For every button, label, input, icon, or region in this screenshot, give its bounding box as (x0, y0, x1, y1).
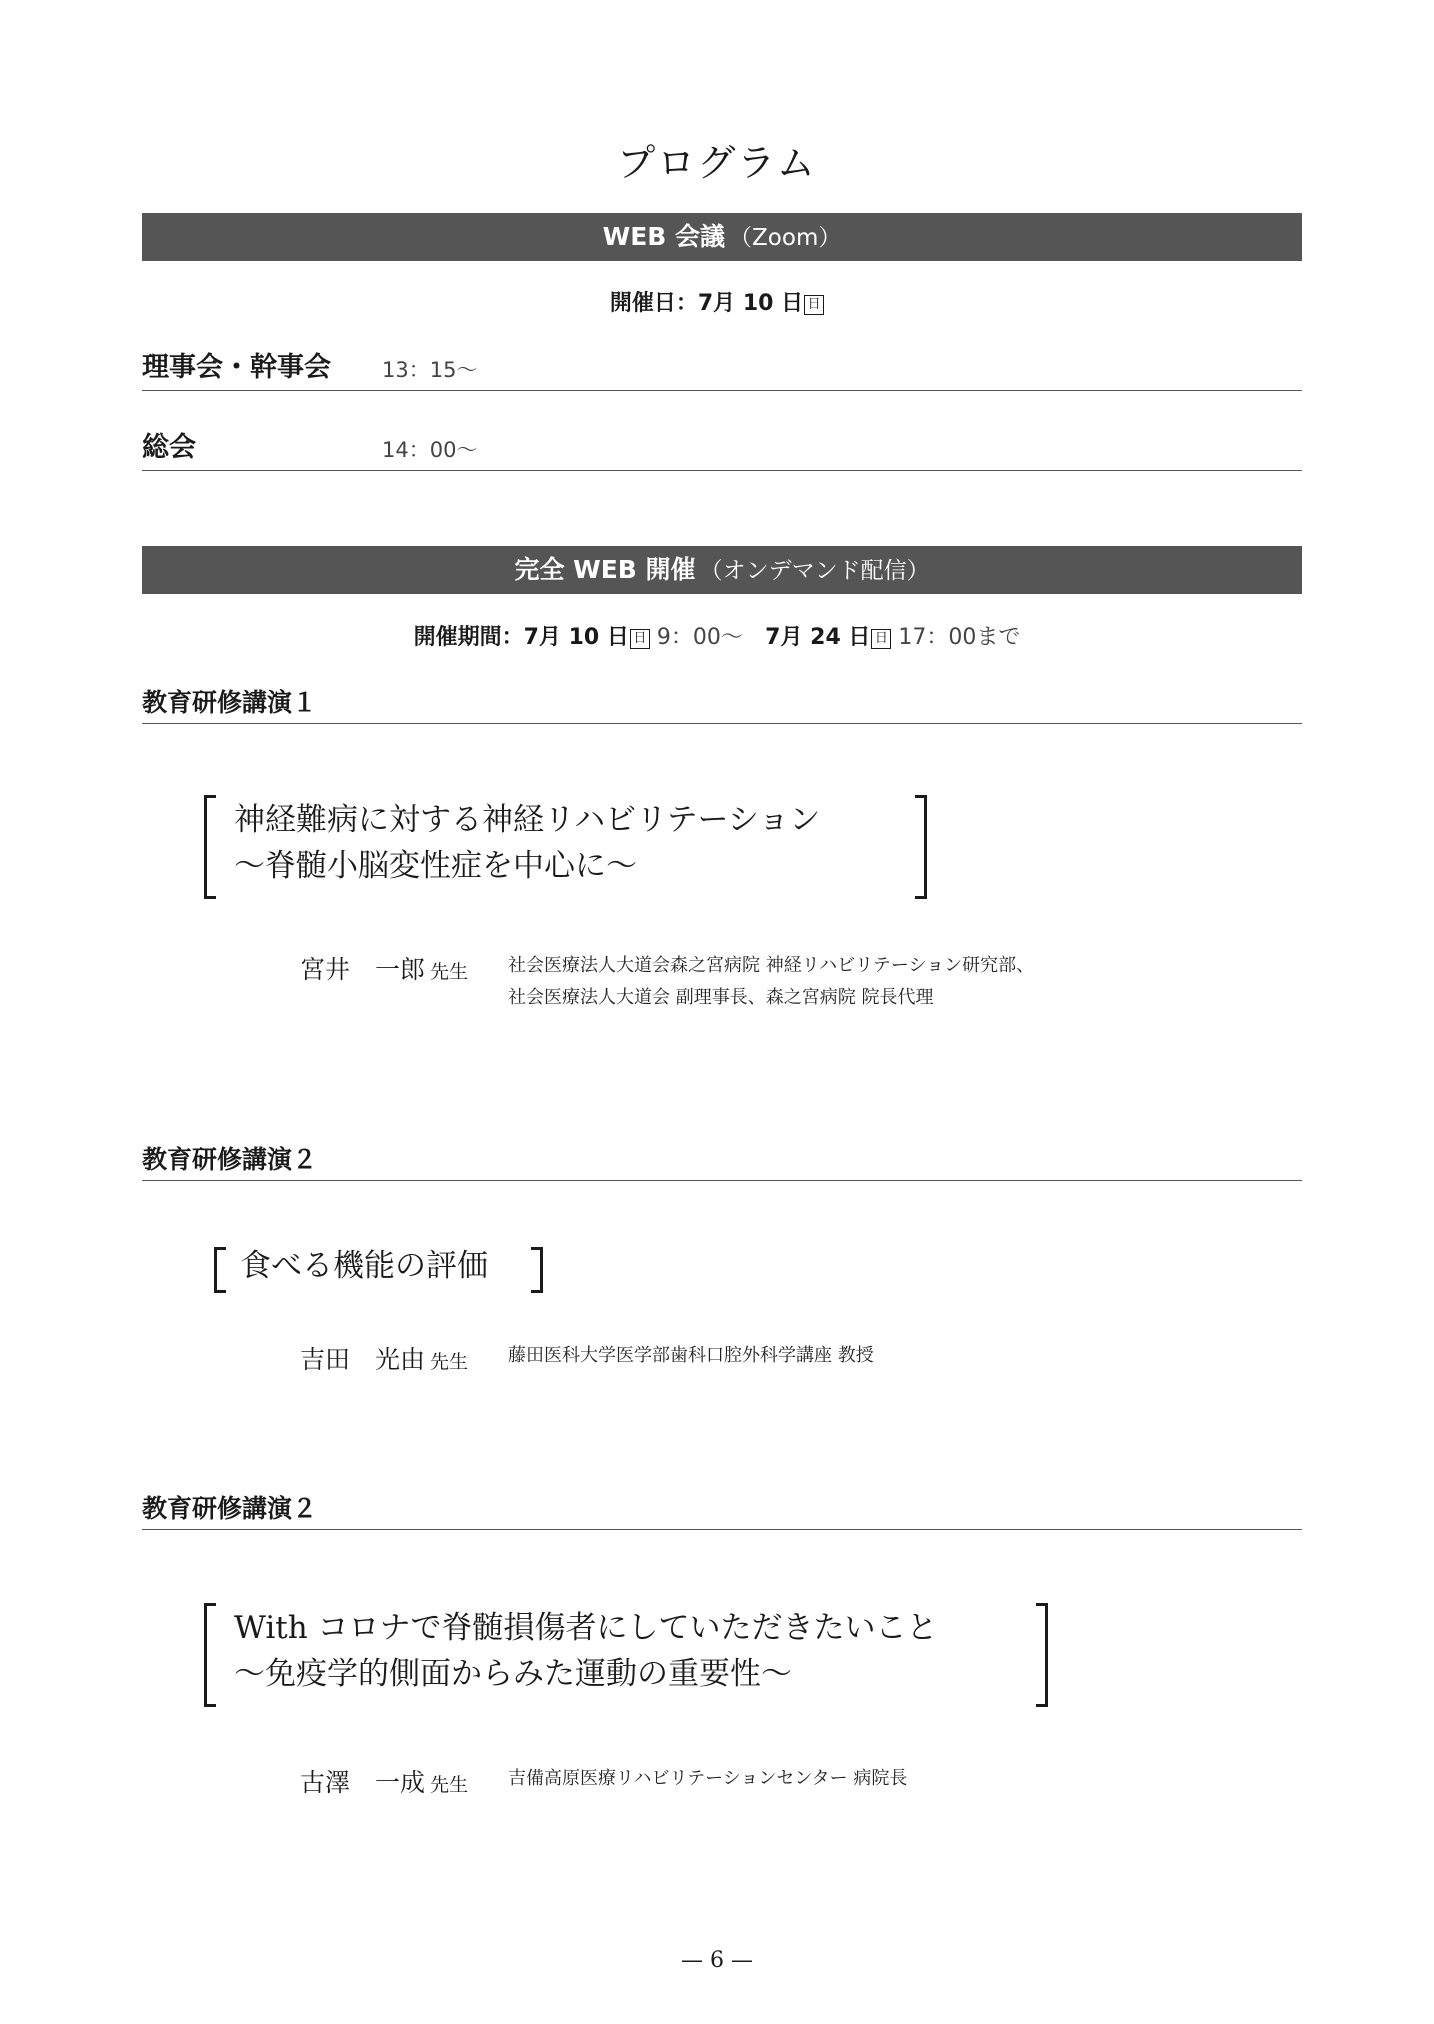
lecture-section-header (142, 1489, 1302, 1530)
lecture-title-line2: 〜免疫学的側面からみた運動の重要性〜 (234, 1656, 792, 1692)
date-label: 開催日： (609, 291, 698, 316)
web-meeting-date (0, 286, 1434, 317)
date-value: 7月 10 日 (697, 291, 804, 316)
affiliation-line1: 社会医療法人大道会森之宮病院 神経リハビリテーション研究部、 (508, 955, 1035, 976)
agenda-label: 理事会・幹事会 (142, 352, 331, 383)
start-time: 9：00〜 (649, 625, 750, 650)
lecture-title-line2: 〜脊髄小脳変性症を中心に〜 (234, 848, 637, 884)
agenda-row-board (142, 346, 1302, 391)
bracket-right (915, 795, 927, 899)
agenda-label: 総会 (142, 432, 196, 463)
full-web-header-bar (142, 546, 1302, 594)
bracket-left (204, 1603, 216, 1707)
bracket-left (214, 1247, 226, 1293)
lecture-title (240, 1243, 488, 1289)
bracket-right (1036, 1603, 1048, 1707)
agenda-row-general (142, 426, 1302, 471)
speaker-affiliation (508, 1763, 907, 1795)
day-badge: 日 (804, 295, 824, 315)
lecture-title (234, 797, 820, 889)
speaker-honorific: 先生 (430, 1774, 469, 1796)
full-web-bar-title: 完全 WEB 開催 (514, 555, 696, 584)
web-meeting-header-bar (142, 213, 1302, 261)
speaker-affiliation (508, 1340, 874, 1372)
speaker-name: 吉田 光由 (300, 1345, 426, 1374)
lecture-title-line1: 神経難病に対する神経リハビリテーション (234, 802, 821, 838)
affiliation-line2: 社会医療法人大道会 副理事長、森之宮病院 院長代理 (508, 987, 934, 1008)
start-date: 7月 10 日 (523, 625, 629, 650)
speaker-honorific: 先生 (430, 961, 469, 983)
agenda-time: 13：15〜 (382, 358, 478, 382)
section-label: 教育研修講演１ (142, 688, 318, 717)
lecture-section-header (142, 683, 1302, 724)
end-time: 17：00まで (891, 625, 1021, 650)
lecture-section-header (142, 1140, 1302, 1181)
affiliation-line1: 吉備高原医療リハビリテーションセンター 病院長 (508, 1768, 908, 1789)
speaker-name: 古澤 一成 (300, 1768, 426, 1797)
affiliation-line1: 藤田医科大学医学部歯科口腔外科学講座 教授 (508, 1345, 874, 1366)
speaker (300, 950, 468, 986)
lecture-title-line1: 食べる機能の評価 (240, 1248, 488, 1284)
day-badge: 日 (871, 629, 891, 649)
section-label: 教育研修講演２ (142, 1145, 318, 1174)
end-date: 7月 24 日 (765, 625, 871, 650)
speaker-honorific: 先生 (430, 1351, 469, 1373)
speaker-affiliation (508, 950, 1034, 1014)
web-meeting-bar-sub: （Zoom） (729, 225, 842, 251)
speaker (300, 1340, 468, 1376)
full-web-period (0, 620, 1434, 651)
speaker-name: 宮井 一郎 (300, 955, 426, 984)
bracket-left (204, 795, 216, 899)
web-meeting-bar-title: WEB 会議 (602, 222, 726, 251)
period-label: 開催期間： (413, 625, 524, 650)
speaker (300, 1763, 468, 1799)
full-web-bar-sub: （オンデマンド配信） (699, 558, 930, 584)
section-label: 教育研修講演２ (142, 1494, 318, 1523)
lecture-title-line1: With コロナで脊髄損傷者にしていただきたいこと (234, 1610, 938, 1646)
bracket-right (531, 1247, 543, 1293)
page-number: — 6 — (681, 1948, 753, 1973)
lecture-title (234, 1605, 938, 1697)
agenda-time: 14：00〜 (382, 438, 478, 462)
day-badge: 日 (630, 629, 650, 649)
page-title: プログラム (617, 141, 817, 185)
